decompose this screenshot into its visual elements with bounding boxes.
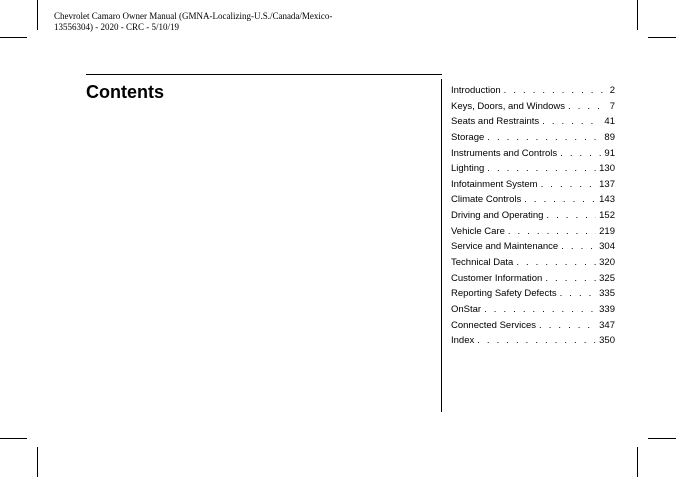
toc-entry-label: Index	[451, 335, 475, 347]
toc-entry[interactable]	[451, 131, 615, 147]
toc-leader-dots	[541, 178, 597, 191]
toc-entry-page: 7	[609, 100, 615, 112]
crop-mark	[648, 37, 676, 38]
toc-entry-label: Lighting	[451, 163, 485, 175]
crop-mark	[637, 0, 638, 30]
toc-entry[interactable]	[451, 225, 615, 241]
toc-entry[interactable]	[451, 115, 615, 131]
toc-entry-label: Introduction	[451, 85, 501, 96]
toc-entry[interactable]	[451, 287, 615, 303]
toc-entry-page: 304	[599, 241, 615, 253]
toc-entry-page: 339	[599, 303, 615, 315]
toc-entry-page: 2	[609, 85, 615, 96]
toc-leader-dots	[508, 225, 596, 238]
toc-entry-page: 130	[599, 163, 615, 175]
toc-leader-dots	[545, 272, 596, 285]
toc-leader-dots	[568, 100, 607, 113]
toc-entry-label: Service and Maintenance	[451, 241, 559, 253]
toc-leader-dots	[542, 115, 601, 128]
toc-entry-page: 91	[604, 147, 615, 159]
table-of-contents	[451, 84, 615, 350]
toc-leader-dots	[516, 256, 596, 269]
toc-entry[interactable]	[451, 84, 615, 100]
toc-entry[interactable]	[451, 272, 615, 288]
toc-leader-dots	[561, 240, 596, 253]
toc-entry-label: Climate Controls	[451, 194, 522, 206]
toc-entry-page: 350	[599, 335, 615, 347]
crop-mark	[648, 438, 676, 439]
toc-entry-page: 320	[599, 257, 615, 269]
toc-entry-page: 143	[599, 194, 615, 206]
toc-leader-dots	[560, 287, 597, 300]
toc-entry[interactable]	[451, 303, 615, 319]
crop-mark	[0, 37, 27, 38]
toc-entry[interactable]	[451, 178, 615, 194]
toc-entry-label: Vehicle Care	[451, 225, 505, 237]
toc-leader-dots	[487, 131, 601, 144]
toc-entry-page: 89	[604, 131, 615, 143]
toc-entry-label: Storage	[451, 131, 485, 143]
toc-entry-label: Instruments and Controls	[451, 147, 558, 159]
toc-entry[interactable]	[451, 256, 615, 272]
crop-mark	[0, 438, 27, 439]
toc-entry-label: Connected Services	[451, 319, 537, 331]
toc-entry-label: Reporting Safety Defects	[451, 288, 557, 300]
toc-entry[interactable]	[451, 100, 615, 116]
toc-entry-page: 137	[599, 178, 615, 190]
toc-leader-dots	[539, 319, 596, 332]
toc-entry-label: Keys, Doors, and Windows	[451, 100, 566, 112]
toc-entry-page: 335	[599, 288, 615, 300]
crop-mark	[37, 447, 38, 477]
toc-entry[interactable]	[451, 193, 615, 209]
toc-entry-label: Technical Data	[451, 257, 514, 269]
toc-leader-dots	[560, 147, 601, 160]
toc-entry-label: Customer Information	[451, 272, 543, 284]
toc-leader-dots	[504, 84, 607, 97]
toc-entry[interactable]	[451, 209, 615, 225]
toc-leader-dots	[477, 334, 596, 347]
crop-mark	[637, 447, 638, 477]
column-divider	[441, 79, 442, 412]
toc-entry-page: 41	[604, 116, 615, 128]
toc-entry-label: OnStar	[451, 303, 482, 315]
toc-entry[interactable]	[451, 147, 615, 163]
toc-entry-label: Infotainment System	[451, 178, 538, 190]
toc-entry[interactable]	[451, 319, 615, 335]
toc-leader-dots	[484, 303, 596, 316]
toc-entry-label: Driving and Operating	[451, 210, 544, 222]
toc-leader-dots	[546, 209, 596, 222]
page-title: Contents	[86, 82, 164, 102]
toc-entry-page: 152	[599, 210, 615, 222]
toc-entry-page: 347	[599, 319, 615, 331]
document-meta: Chevrolet Camaro Owner Manual (GMNA-Localizing-U.S./Canada/Mexico- 13556304) - 2020 - CRC - 5/10/19	[54, 11, 333, 32]
toc-entry[interactable]	[451, 162, 615, 178]
toc-leader-dots	[524, 193, 596, 206]
title-rule	[86, 74, 442, 75]
toc-entry-page: 325	[599, 272, 615, 284]
toc-entry[interactable]	[451, 240, 615, 256]
toc-entry[interactable]	[451, 334, 615, 350]
crop-mark	[37, 0, 38, 30]
toc-entry-label: Seats and Restraints	[451, 116, 540, 128]
toc-entry-page: 219	[599, 225, 615, 237]
toc-leader-dots	[487, 162, 596, 175]
